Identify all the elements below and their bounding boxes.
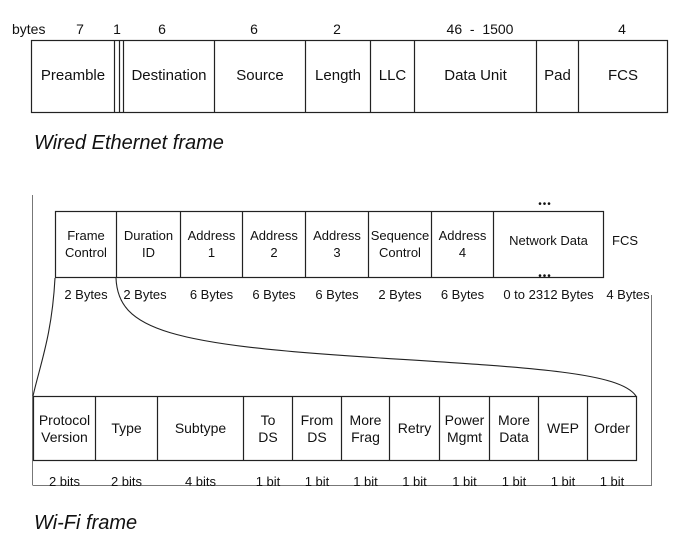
wifi-ellipsis-bottom: •••: [538, 271, 552, 282]
wifi-ellipsis-top: •••: [538, 199, 552, 210]
wifi-size-address-3: 6 Bytes: [315, 287, 359, 302]
wifi-fc-field-protocol-version: Protocol Version: [38, 411, 91, 445]
wifi-fc-field-retry: Retry: [397, 420, 432, 437]
wifi-size-duration-id: 2 Bytes: [123, 287, 167, 302]
wifi-fc-size-more-data: 1 bit: [501, 474, 527, 489]
wifi-size-sequence-control: 2 Bytes: [378, 287, 422, 302]
wifi-fc-size-power-mgmt: 1 bit: [452, 474, 477, 489]
wifi-size-address-2: 6 Bytes: [252, 287, 296, 302]
wifi-fc-field-to-ds: To DS: [258, 411, 278, 445]
ethernet-field-sfd: [119, 41, 123, 112]
wifi-fc-size-wep: 1 bit: [550, 474, 576, 489]
ethernet-byte-count-source: 6: [250, 21, 258, 37]
wifi-fc-size-protocol-version: 2 bits: [48, 474, 81, 489]
ethernet-caption: Wired Ethernet frame: [34, 132, 224, 154]
ethernet-byte-count-fcs: 4: [618, 21, 626, 37]
ethernet-field-data-unit: Data Unit: [444, 67, 507, 85]
wifi-fc-field-type: Type: [111, 420, 142, 437]
ethernet-field-length: Length: [315, 67, 361, 85]
wifi-fc-field-more-frag: More Frag: [349, 411, 382, 445]
wifi-fc-size-order: 1 bit: [599, 474, 625, 489]
wifi-size-frame-control: 2 Bytes: [64, 287, 108, 302]
ethernet-field-source: Source: [236, 67, 284, 85]
ethernet-byte-count-data-unit: 46 - 1500: [446, 21, 514, 37]
ethernet-field-destination: Destination: [131, 67, 207, 85]
wifi-fc-size-type: 2 bits: [110, 474, 143, 489]
wifi-field-frame-control: Frame Control: [65, 228, 107, 260]
wifi-fc-field-order: Order: [594, 420, 630, 437]
ethernet-byte-count-length: 2: [333, 21, 341, 37]
wifi-fc-size-to-ds: 1 bit: [255, 474, 281, 489]
wifi-field-fcs: FCS: [612, 232, 638, 248]
wifi-fc-size-subtype: 4 bits: [184, 474, 217, 489]
wifi-fc-field-power-mgmt: Power Mgmt: [444, 411, 485, 445]
wifi-fc-field-wep: WEP: [547, 420, 579, 437]
wifi-fc-field-more-data: More Data: [498, 411, 530, 445]
wifi-size-address-4: 6 Bytes: [440, 287, 485, 302]
wifi-field-address-2: Address 2: [250, 228, 298, 260]
wifi-field-sequence-control: Sequence Control: [370, 228, 430, 260]
wifi-field-address-4: Address 4: [438, 228, 487, 260]
ethernet-field-pad: Pad: [544, 67, 571, 85]
ethernet-byte-count-destination: 6: [158, 21, 166, 37]
wifi-caption: Wi-Fi frame: [34, 512, 138, 534]
wifi-field-address-1: Address 1: [187, 228, 236, 260]
wifi-field-duration-id: Duration ID: [123, 228, 174, 260]
ethernet-field-fcs: FCS: [608, 67, 638, 85]
wifi-fc-size-retry: 1 bit: [402, 474, 427, 489]
wifi-size-fcs: 4 Bytes: [606, 287, 650, 302]
wifi-field-network-data: Network Data: [509, 232, 588, 248]
ethernet-byte-count-sfd: 1: [113, 21, 121, 37]
wifi-size-address-1: 6 Bytes: [189, 287, 234, 302]
ethernet-byte-count-preamble: 7: [76, 21, 84, 37]
wifi-field-address-3: Address 3: [313, 228, 361, 260]
wifi-size-network-data: 0 to 2312 Bytes: [503, 287, 594, 302]
ethernet-field-llc: LLC: [378, 67, 407, 85]
ethernet-field-preamble: Preamble: [40, 67, 106, 85]
wifi-fc-size-from-ds: 1 bit: [304, 474, 330, 489]
ethernet-bytes-label: bytes: [12, 21, 46, 37]
wifi-fc-size-more-frag: 1 bit: [353, 474, 378, 489]
wifi-fc-field-subtype: Subtype: [174, 420, 227, 437]
wifi-fc-field-from-ds: From DS: [300, 411, 334, 445]
